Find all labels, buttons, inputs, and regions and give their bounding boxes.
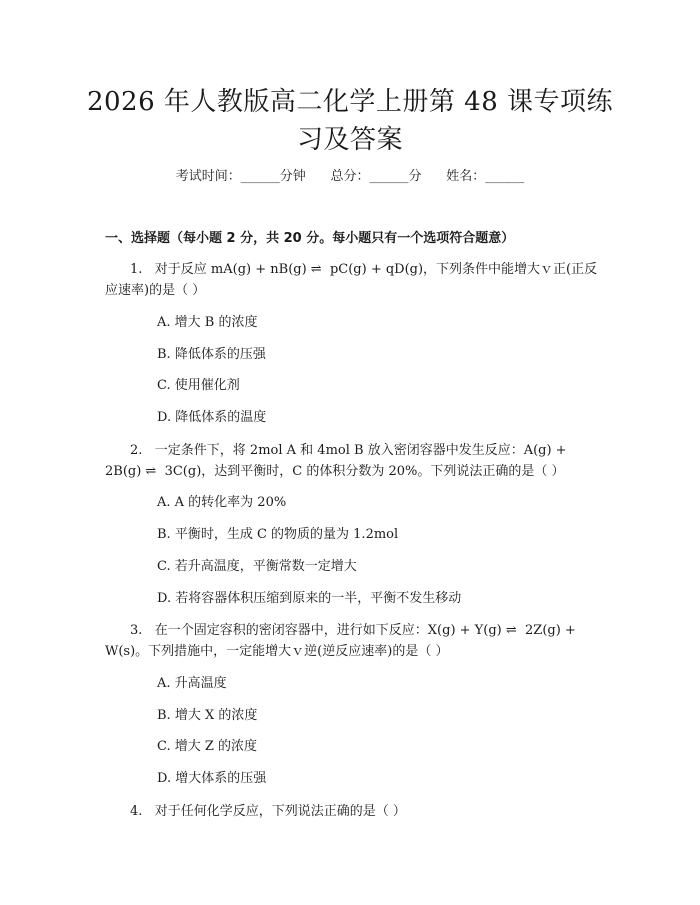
document-title-line-2: 习及答案 [296,125,403,155]
question-1-option-d: D. 降低体系的温度 [157,410,267,425]
exam-info-line: 考试时间：______分钟 总分：______分 姓名：______ [175,169,525,184]
question-3-option-b: B. 增大 X 的浓度 [157,708,258,723]
question-2-option-c: C. 若升高温度，平衡常数一定增大 [157,559,357,574]
question-3: 3. 在一个固定容积的密闭容器中，进行如下反应：X(g) + Y(g) ⇌ 2Z(g) + W(s)。下列措施中，一定能增大ｖ逆(逆反应速率)的是（ ） [105,623,580,659]
question-1-option-a: A. 增大 B 的浓度 [157,315,258,330]
question-1-option-c: C. 使用催化剂 [157,378,240,393]
question-3-option-a: A. 升高温度 [157,676,227,691]
question-1: 1. 对于反应 mA(g) + nB(g) ⇌ pC(g) + qD(g)，下列条件中能增大ｖ正(正反应速率)的是（ ） [105,262,598,298]
question-2-option-b: B. 平衡时，生成 C 的物质的量为 1.2mol [157,527,399,542]
question-1-option-b: B. 降低体系的压强 [157,347,266,362]
document-title-line-1: 2026 年人教版高二化学上册第 48 课专项练 [86,87,614,117]
question-2: 2. 一定条件下，将 2mol A 和 4mol B 放入密闭容器中发生反应：A(g) + 2B(g) ⇌ 3C(g)，达到平衡时，C 的体积分数为 20%。下列说法正确的是（ ） [105,443,571,479]
section-heading-multiple-choice: 一、选择题（每小题 2 分，共 20 分。每小题只有一个选项符合题意） [105,231,515,246]
question-4: 4. 对于任何化学反应，下列说法正确的是（ ） [130,804,406,819]
question-2-option-a: A. A 的转化率为 20% [157,495,287,510]
question-3-option-d: D. 增大体系的压强 [157,771,267,786]
question-2-option-d: D. 若将容器体积压缩到原来的一半，平衡不发生移动 [157,591,462,606]
question-3-option-c: C. 增大 Z 的浓度 [157,739,258,754]
